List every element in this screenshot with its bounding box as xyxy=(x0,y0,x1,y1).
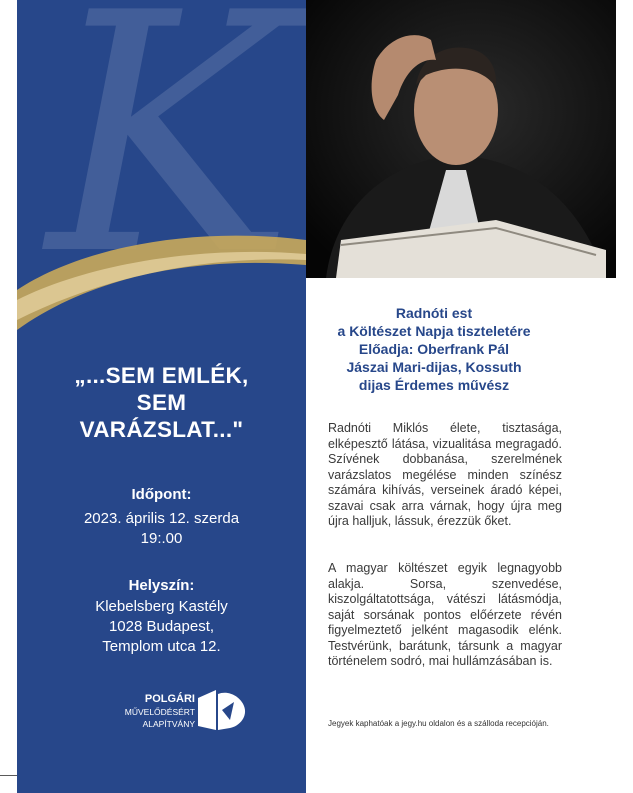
body-paragraph-1: Radnóti Miklós élete, tisztasága, elképesztő látása, vizualitása megragadó. Szívének dobbanása, szerelmének varázslatos megélése minden színész számára kihívás, verseinek áradó képei, szavai csak arra várnak, hogy újra meg újra halljuk, lássuk, érezzük őket. xyxy=(328,421,562,528)
performer-portrait-icon xyxy=(306,0,616,278)
crop-mark xyxy=(0,775,17,776)
place-label: Helyszín: xyxy=(128,577,195,594)
time-value: 2023. április 12. szerda 19:.00 xyxy=(83,510,240,547)
time-label: Időpont: xyxy=(131,486,192,503)
performer-photo xyxy=(306,0,616,278)
foundation-logo-icon xyxy=(190,688,250,732)
event-title: Radnóti est a Költészet Napja tiszteletére Előadja: Oberfrank Pál Jászai Mari-dijas, Kossuth dijas Érdemes művész xyxy=(337,305,531,393)
body-paragraph-2: A magyar költészet egyik legnagyobb alakja. Sorsa, szenvedése, kiszolgáltatottsága, vátészi látásmódja, saját sorsának pontos előérzete révén figyelmeztető jelként magasodik elénk. Testvérünk, barátunk, társunk a magyar történelem sodró, mai hullámzásában is. xyxy=(328,561,562,668)
ticket-footnote: Jegyek kaphatóak a jegy.hu oldalon és a szálloda recepcióján. xyxy=(328,719,549,728)
poster-headline: „...SEM EMLÉK, SEM VARÁZSLAT..." xyxy=(74,363,249,442)
logo-line-1: POLGÁRI xyxy=(144,693,195,705)
decorative-letter: K xyxy=(47,0,294,327)
decorative-gold-wave xyxy=(17,220,306,340)
logo-line-3: ALAPÍTVÁNY xyxy=(142,719,195,729)
logo-line-2: MŰVELŐDÉSÉRT xyxy=(124,707,195,717)
place-value: Klebelsberg Kastély 1028 Budapest, Templom utca 12. xyxy=(95,598,228,655)
